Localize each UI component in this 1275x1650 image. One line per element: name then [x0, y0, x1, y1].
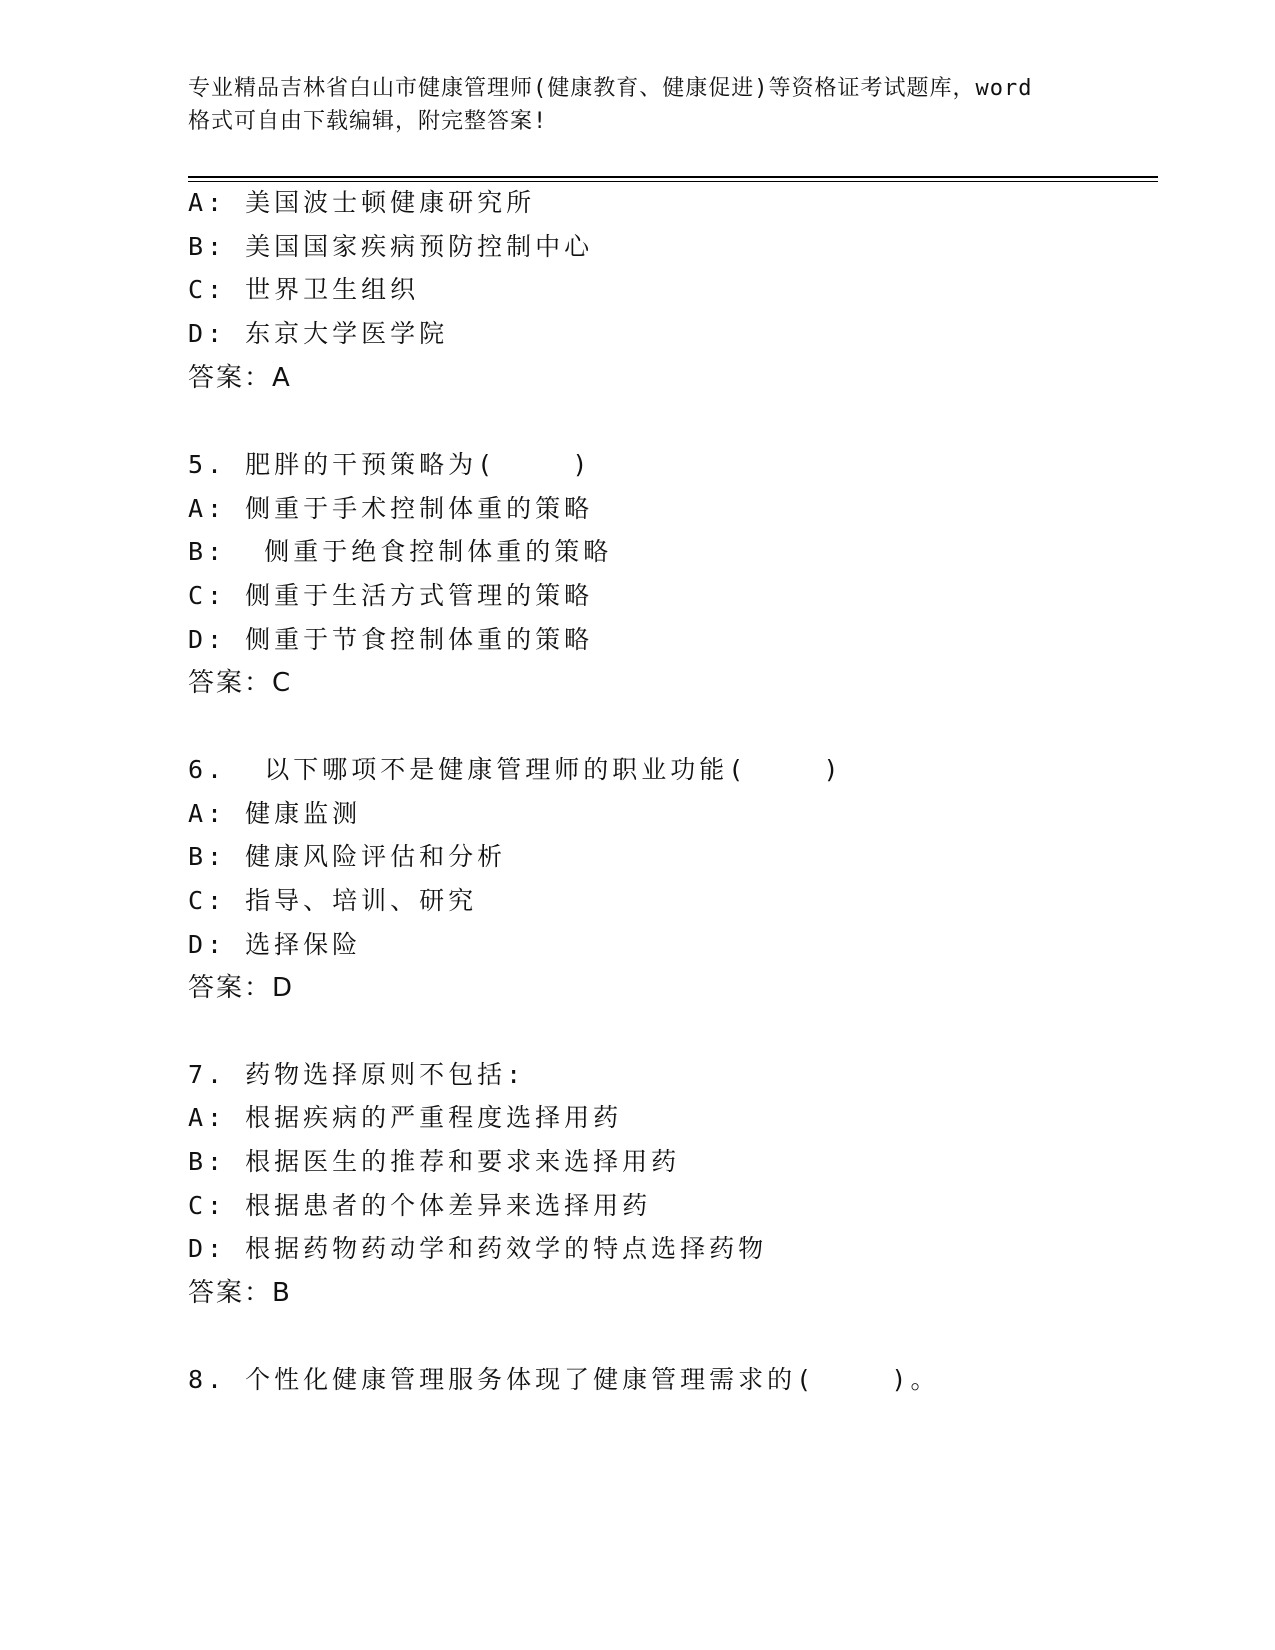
q5-answer: 答案：C: [188, 668, 293, 698]
q6-option-b: B: 健康风险评估和分析: [188, 842, 507, 871]
q7-option-b: B: 根据医生的推荐和要求来选择用药: [188, 1147, 681, 1176]
q5-option-c: C: 侧重于生活方式管理的策略: [188, 581, 594, 610]
q8-question: 8. 个性化健康管理服务体现了健康管理需求的( )。: [188, 1365, 940, 1394]
header-line-2: 格式可自由下载编辑，附完整答案!: [188, 109, 548, 134]
q5-option-a: A: 侧重于手术控制体重的策略: [188, 494, 594, 523]
q7-answer: 答案：B: [188, 1278, 292, 1308]
document-header: [188, 72, 1088, 138]
q6-option-d: D: 选择保险: [188, 930, 362, 959]
header-line-1: 专业精品吉林省白山市健康管理师(健康教育、健康促进)等资格证考试题库，word: [188, 76, 1033, 101]
q6-question: 6. 以下哪项不是健康管理师的职业功能( ): [188, 755, 843, 784]
q4-option-d: D: 东京大学医学院: [188, 319, 449, 348]
q6-answer: 答案：D: [188, 973, 295, 1003]
q7-option-a: A: 根据疾病的严重程度选择用药: [188, 1103, 623, 1132]
q7-option-c: C: 根据患者的个体差异来选择用药: [188, 1191, 652, 1220]
q4-option-c: C: 世界卫生组织: [188, 275, 420, 304]
q4-option-b: B: 美国国家疾病预防控制中心: [188, 232, 594, 261]
q7-option-d: D: 根据药物药动学和药效学的特点选择药物: [188, 1234, 768, 1263]
q7-question: 7. 药物选择原则不包括:: [188, 1060, 526, 1089]
q5-question: 5. 肥胖的干预策略为( ): [188, 450, 592, 479]
q5-option-b: B: 侧重于绝食控制体重的策略: [188, 537, 613, 566]
q6-option-c: C: 指导、培训、研究: [188, 886, 478, 915]
q4-option-a: A: 美国波士顿健康研究所: [188, 188, 536, 217]
q5-option-d: D: 侧重于节食控制体重的策略: [188, 625, 594, 654]
header-divider-thick: [188, 176, 1158, 178]
q6-option-a: A: 健康监测: [188, 799, 362, 828]
q4-answer: 答案：A: [188, 363, 292, 393]
header-divider-thin: [188, 181, 1158, 182]
